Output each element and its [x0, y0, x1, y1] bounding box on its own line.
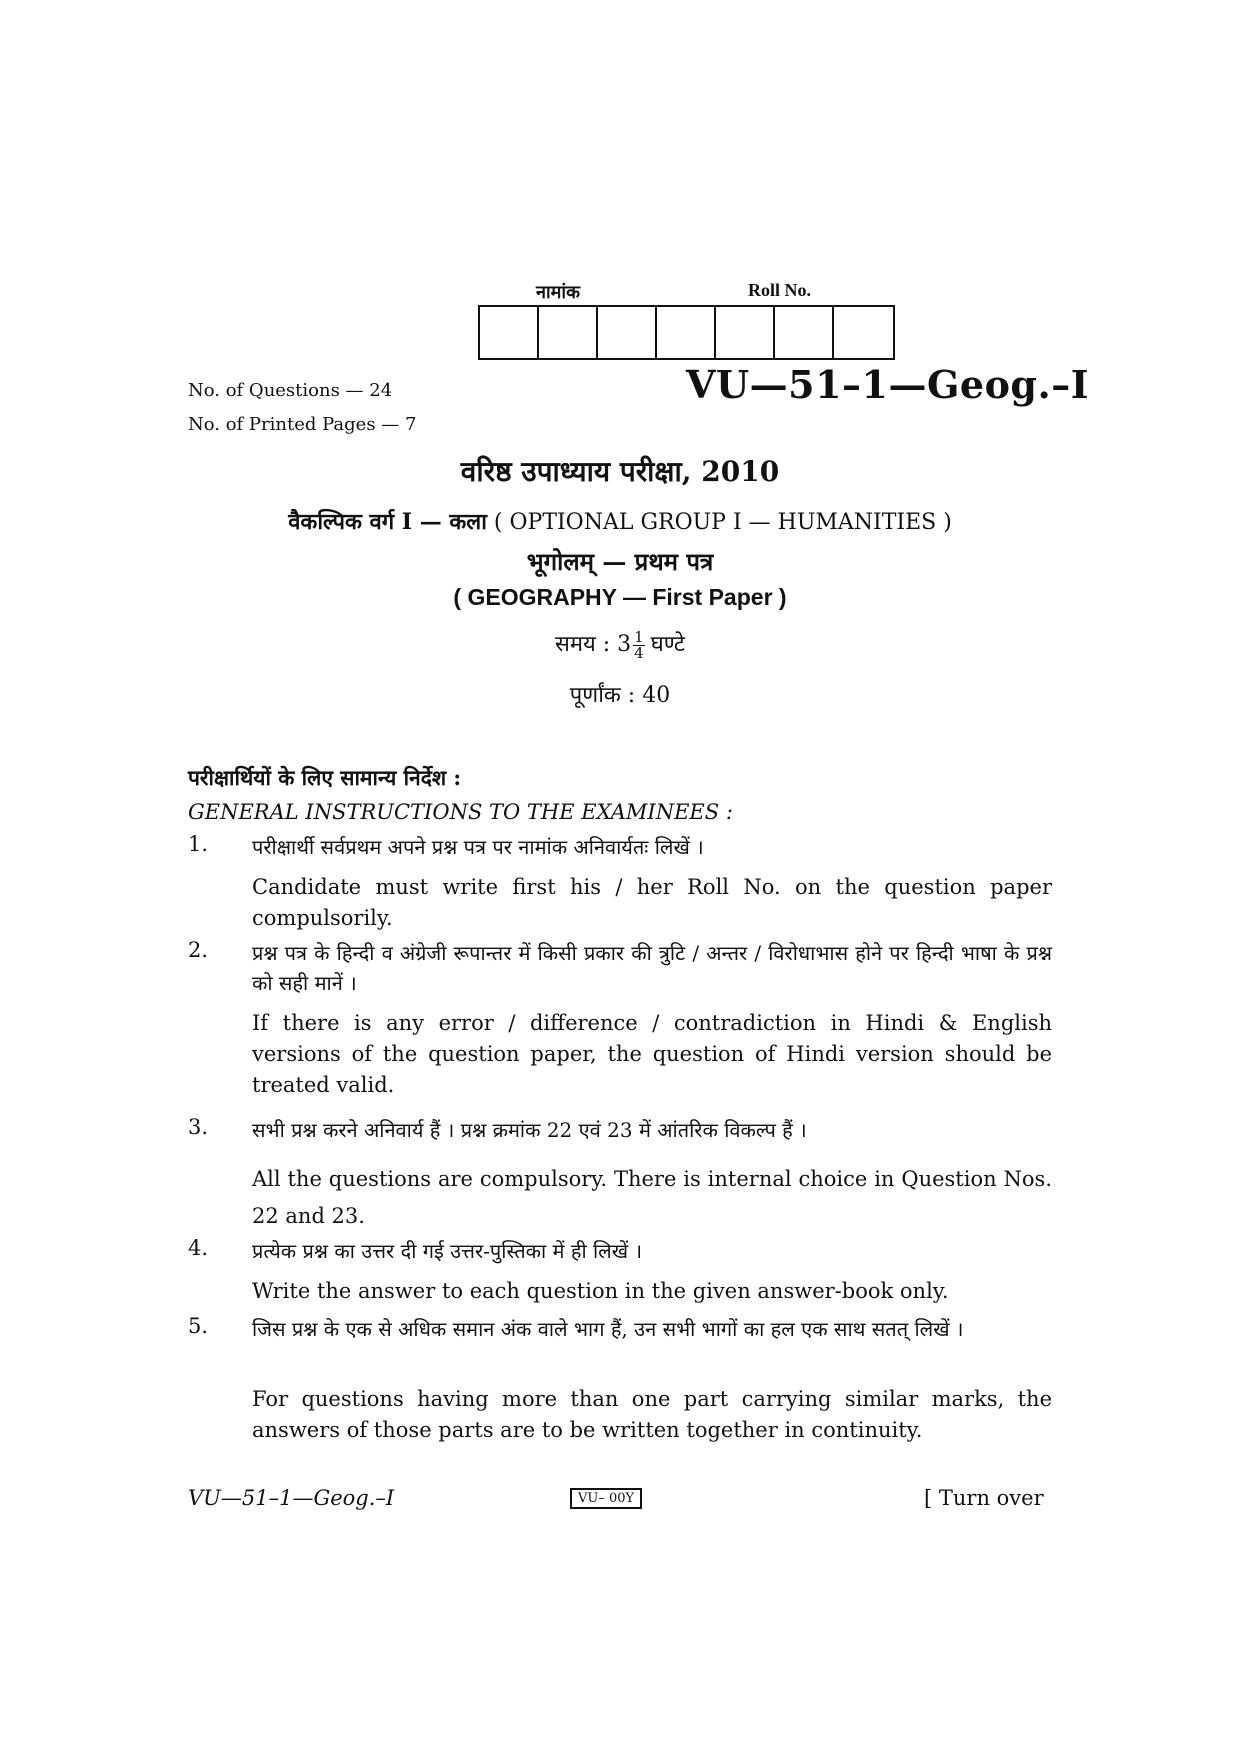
group-english: ( OPTIONAL GROUP I — HUMANITIES ) [493, 510, 952, 535]
paper-code: VU—51–1—Geog.–I [686, 362, 1089, 407]
roll-digit-box[interactable] [657, 307, 716, 358]
footer-paper-code: VU—51–1—Geog.–I [188, 1486, 395, 1510]
number-of-pages: No. of Printed Pages — 7 [188, 414, 417, 435]
group-hindi: वैकल्पिक वर्ग I — कला [288, 509, 487, 535]
roll-label-english: Roll No. [748, 280, 811, 300]
turn-over-note: [ Turn over [924, 1486, 1044, 1510]
footer-series-box: VU– 00Y [570, 1488, 642, 1509]
instruction-hindi: जिस प्रश्न के एक से अधिक समान अंक वाले भाग हैं, उन सभी भागों का हल एक साथ सतत् लिखें । [252, 1317, 964, 1341]
time-fraction [633, 627, 645, 662]
instructions-heading-hindi: परीक्षार्थियों के लिए सामान्य निर्देश : [188, 765, 462, 790]
instruction-english: Candidate must write first his / her Roll No. on the question paper compulsorily. [252, 875, 1052, 930]
subject-english: ( GEOGRAPHY — First Paper ) [453, 584, 787, 610]
roll-label-hindi: नामांक [536, 282, 580, 303]
instruction-number: 2. [188, 938, 209, 962]
roll-digit-box[interactable] [775, 307, 834, 358]
fraction-denominator: 4 [634, 643, 644, 662]
roll-number-boxes [478, 305, 895, 360]
instruction-hindi: प्रत्येक प्रश्न का उत्तर दी गई उत्तर-पुस्तिका में ही लिखें । [252, 1239, 643, 1263]
instruction-english: For questions having more than one part carrying similar marks, the answers of those parts are to be written together in continuity. [252, 1387, 1052, 1442]
time-allowed [0, 628, 1240, 661]
number-of-questions: No. of Questions — 24 [188, 380, 393, 401]
subject-hindi: भूगोलम् — प्रथम पत्र [526, 547, 714, 576]
instruction-english: Write the answer to each question in the given answer-book only. [252, 1279, 949, 1303]
instruction-english: All the questions are compulsory. There is internal choice in Question Nos. 22 and 23. [252, 1167, 1052, 1228]
instruction-hindi: परीक्षार्थी सर्वप्रथम अपने प्रश्न पत्र पर नामांक अनिवार्यतः लिखें । [252, 835, 704, 859]
optional-group [0, 506, 1240, 536]
max-marks: पूर्णांक : 40 [569, 683, 671, 708]
instruction-hindi: सभी प्रश्न करने अनिवार्य हैं । प्रश्न क्रमांक 22 एवं 23 में आंतरिक विकल्प हैं । [252, 1118, 807, 1142]
instruction-hindi: प्रश्न पत्र के हिन्दी व अंग्रेजी रूपान्तर में किसी प्रकार की त्रुटि / अन्तर / विरोधाभास होने पर हिन्दी भाषा के प्रश्न को सही मानें । [252, 941, 1052, 995]
roll-digit-box[interactable] [834, 307, 893, 358]
instruction-english: If there is any error / difference / contradiction in Hindi & English versions of the question paper, the question of Hindi version should be treated valid. [252, 1011, 1052, 1097]
roll-digit-box[interactable] [480, 307, 539, 358]
roll-digit-box[interactable] [539, 307, 598, 358]
instruction-number: 3. [188, 1115, 209, 1139]
time-label: समय : 3 [554, 632, 632, 657]
instructions-heading-english: GENERAL INSTRUCTIONS TO THE EXAMINEES : [188, 800, 733, 824]
instruction-number: 4. [188, 1236, 209, 1260]
exam-title: वरिष्ठ उपाध्याय परीक्षा, 2010 [460, 455, 780, 488]
fraction-numerator: 1 [634, 627, 644, 646]
instruction-number: 5. [188, 1314, 209, 1338]
roll-digit-box[interactable] [598, 307, 657, 358]
instruction-number: 1. [188, 832, 209, 856]
time-unit: घण्टे [650, 632, 686, 657]
roll-digit-box[interactable] [716, 307, 775, 358]
